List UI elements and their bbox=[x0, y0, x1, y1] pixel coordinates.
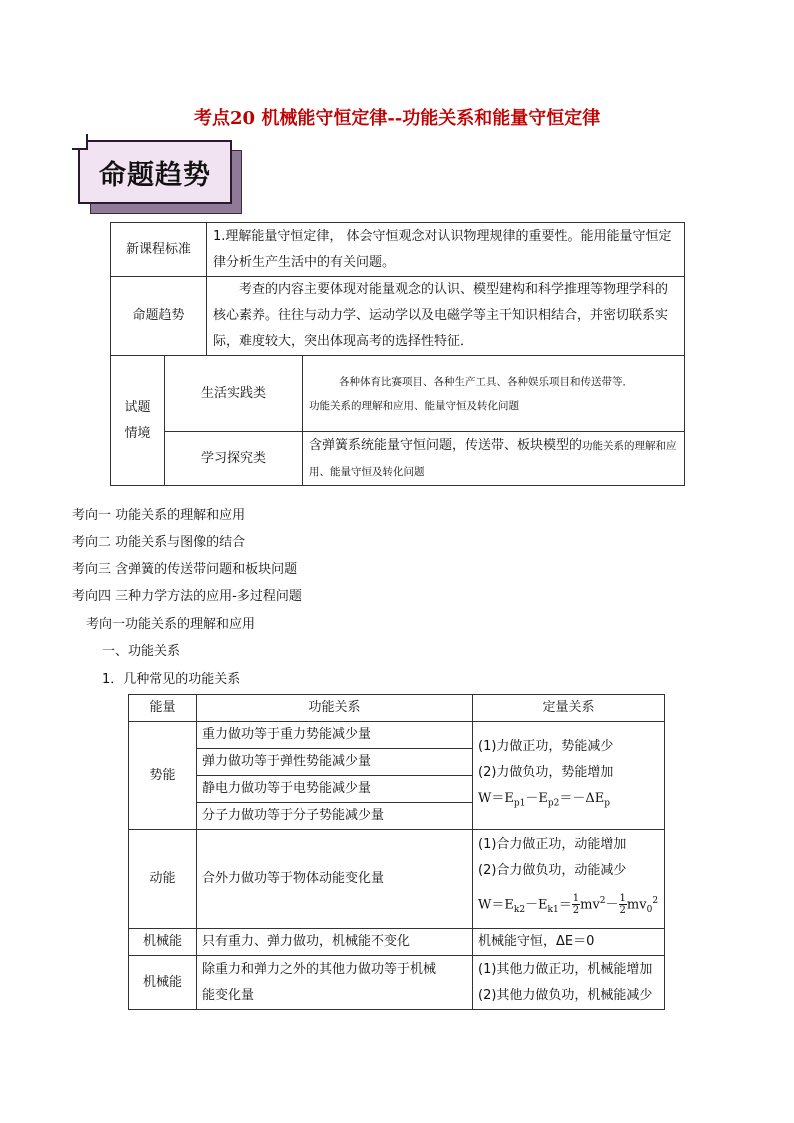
potential-q1: (1)力做正功，势能减少 bbox=[478, 739, 614, 755]
potential-label: 势能 bbox=[129, 722, 197, 830]
potential-relation-4: 分子力做功等于分子势能减少量 bbox=[197, 803, 473, 830]
curriculum-text: 1.理解能量守恒定律， 体会守恒观念对认识物理规律的重要性。能用能量守恒定律分析生产生活中的有关问题。 bbox=[207, 223, 685, 277]
badge-box bbox=[78, 140, 232, 204]
header-quantity: 定量关系 bbox=[473, 695, 665, 722]
study-explore-label: 学习探究类 bbox=[165, 432, 303, 486]
scenario-label-b: 情境 bbox=[124, 425, 151, 441]
direction-3: 考向三 含弹簧的传送带问题和板块问题 bbox=[72, 562, 298, 577]
curriculum-label: 新课程标准 bbox=[111, 223, 207, 277]
potential-relation-1: 重力做功等于重力势能减少量 bbox=[197, 722, 473, 749]
life-practice-label: 生活实践类 bbox=[165, 356, 303, 432]
life-practice-text-2: 功能关系的理解和应用、能量守恒及转化问题 bbox=[309, 399, 519, 412]
potential-relation-2: 弹力做功等于弹性势能减少量 bbox=[197, 749, 473, 776]
study-explore-text-a: 含弹簧系统能量守恒问题，传送带、板块模型的 bbox=[309, 437, 583, 453]
trend-table bbox=[110, 222, 685, 486]
mechanical-relation-2 bbox=[197, 956, 473, 1010]
direction-1: 考向一 功能关系的理解和应用 bbox=[72, 508, 246, 523]
potential-q2: (2)力做负功，势能增加 bbox=[478, 765, 614, 781]
kinetic-relation: 合外力做功等于物体动能变化量 bbox=[197, 830, 473, 929]
trend-text: 考查的内容主要体现对能量观念的认识、模型建构和科学推理等物理学科的核心素养。往往与动力学、运动学以及电磁学等主干知识相结合，并密切联系实际，难度较大，突出体现高考的选择性特征． bbox=[207, 277, 685, 356]
sub-heading: 一、功能关系 bbox=[102, 644, 181, 659]
study-explore-cell bbox=[303, 432, 685, 486]
kinetic-q1: (1)合力做正功，动能增加 bbox=[478, 836, 627, 852]
life-practice-text: 各种体育比赛项目、各种生产工具、各种娱乐项目和传送带等． bbox=[339, 375, 633, 388]
mechanical-relation-2b: 能变化量 bbox=[202, 987, 255, 1003]
scenario-label bbox=[111, 356, 165, 486]
potential-quantity bbox=[473, 722, 665, 830]
kinetic-formula: $W=E_{k2}-E_{k1}=$ $\frac{1}{2}$ $mv^2-$ $\frac{1}{2}$ $mv_0^2$ bbox=[478, 892, 659, 916]
section-heading: 考向一功能关系的理解和应用 bbox=[86, 617, 256, 632]
mechanical-q1: (1)其他力做正功，机械能增加 bbox=[478, 961, 653, 977]
kinetic-label: 动能 bbox=[129, 830, 197, 929]
badge-notch bbox=[72, 134, 88, 150]
life-practice-cell bbox=[303, 356, 685, 432]
mechanical-label-2: 机械能 bbox=[129, 956, 197, 1010]
section-badge bbox=[78, 140, 248, 214]
potential-relation-3: 静电力做功等于电势能减少量 bbox=[197, 776, 473, 803]
kinetic-quantity bbox=[473, 830, 665, 929]
direction-2: 考向二 功能关系与图像的结合 bbox=[72, 535, 246, 550]
mechanical-relation-2a: 除重力和弹力之外的其他力做功等于机械 bbox=[202, 961, 437, 977]
trend-label: 命题趋势 bbox=[111, 277, 207, 356]
direction-4: 考向四 三种力学方法的应用-多过程问题 bbox=[72, 589, 302, 604]
mechanical-quantity-1: 机械能守恒，ΔE＝0 bbox=[473, 929, 665, 956]
energy-relation-table bbox=[128, 694, 665, 1010]
header-energy: 能量 bbox=[129, 695, 197, 722]
scenario-label-a: 试题 bbox=[124, 399, 151, 415]
mechanical-relation-1: 只有重力、弹力做功，机械能不变化 bbox=[197, 929, 473, 956]
kinetic-q2: (2)合力做负功，动能减少 bbox=[478, 862, 627, 878]
mechanical-q2: (2)其他力做负功，机械能减少 bbox=[478, 987, 653, 1003]
potential-formula: $W=E_{p1}-E_{p2}=-\Delta E_p$ bbox=[478, 791, 611, 809]
list-heading: 1．几种常见的功能关系 bbox=[102, 672, 241, 687]
study-explore-text-b: 功能关系的理解和应用、能量守恒及转化问题 bbox=[309, 439, 677, 478]
header-relation: 功能关系 bbox=[197, 695, 473, 722]
mechanical-quantity-2 bbox=[473, 956, 665, 1010]
page-title: 考点20 机械能守恒定律--功能关系和能量守恒定律 bbox=[194, 108, 601, 129]
mechanical-label-1: 机械能 bbox=[129, 929, 197, 956]
badge-label: 命题趋势 bbox=[99, 159, 211, 191]
